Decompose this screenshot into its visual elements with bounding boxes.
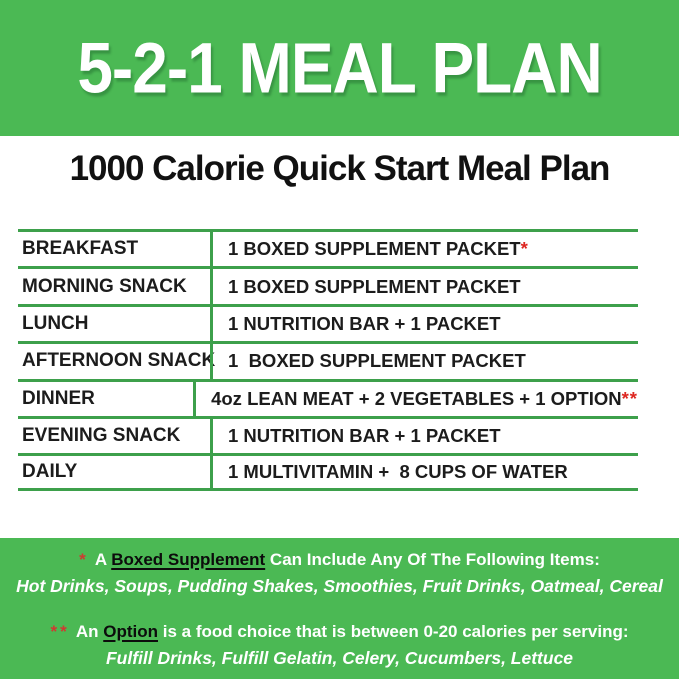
meal-table <box>18 229 638 491</box>
meal-content-cell <box>210 232 638 266</box>
page-title: 5-2-1 MEAL PLAN <box>77 27 602 109</box>
note-rest: Can Include Any Of The Following Items: <box>269 550 600 569</box>
table-row <box>18 266 638 303</box>
table-row <box>18 379 638 416</box>
meal-name-cell: DAILY <box>22 461 78 483</box>
boxed-supplement-note <box>0 547 679 600</box>
asterisk-marker: * <box>79 550 89 569</box>
meal-content-text: 1 BOXED SUPPLEMENT PACKET <box>228 350 526 372</box>
meal-content-text: 1 BOXED SUPPLEMENT PACKET <box>228 238 521 260</box>
meal-content-cell <box>210 269 638 303</box>
note-lead: A <box>94 550 107 569</box>
table-row <box>18 229 638 266</box>
option-note <box>0 619 679 672</box>
meal-name-cell: AFTERNOON SNACK <box>22 350 216 372</box>
meal-content-cell <box>210 456 638 487</box>
meal-content-cell <box>210 307 638 341</box>
note-term-underlined: Boxed Supplement <box>111 550 266 569</box>
meal-name-cell: BREAKFAST <box>22 238 139 260</box>
note-term-underlined: Option <box>103 622 158 641</box>
meal-content-text: 1 NUTRITION BAR + 1 PACKET <box>228 425 501 447</box>
meal-name-cell: DINNER <box>22 387 95 409</box>
table-row <box>18 453 638 490</box>
note-line <box>0 547 679 573</box>
meal-content-text: 1 BOXED SUPPLEMENT PACKET <box>228 275 521 297</box>
meal-name-cell: LUNCH <box>22 312 89 334</box>
footer-notes <box>0 538 679 679</box>
note-items-list: Fulfill Drinks, Fulfill Gelatin, Celery, Cucumbers, Lettuce <box>105 648 574 668</box>
note-items-list: Hot Drinks, Soups, Pudding Shakes, Smoothies, Fruit Drinks, Oatmeal, Cereal <box>16 576 663 596</box>
table-row <box>18 416 638 453</box>
meal-content-text: 1 MULTIVITAMIN + 8 CUPS OF WATER <box>228 461 568 483</box>
meal-name-cell: EVENING SNACK <box>22 425 181 447</box>
table-row <box>18 341 638 378</box>
meal-content-text: 4oz LEAN MEAT + 2 VEGETABLES + 1 OPTION <box>211 387 622 409</box>
meal-content-cell <box>210 419 638 453</box>
note-lead: An <box>75 622 99 641</box>
meal-content-cell <box>210 344 638 378</box>
meal-name-cell: MORNING SNACK <box>22 275 187 297</box>
header-banner <box>0 0 679 136</box>
asterisk-marker: ** <box>50 622 70 641</box>
subtitle: 1000 Calorie Quick Start Meal Plan <box>69 149 610 188</box>
asterisk-marker: ** <box>621 387 638 409</box>
note-rest: is a food choice that is between 0-20 calories per serving: <box>162 622 629 641</box>
asterisk-marker: * <box>520 238 529 260</box>
meal-content-cell <box>193 382 638 416</box>
meal-content-text: 1 NUTRITION BAR + 1 PACKET <box>228 312 501 334</box>
table-row <box>18 304 638 341</box>
note-line <box>0 619 679 645</box>
